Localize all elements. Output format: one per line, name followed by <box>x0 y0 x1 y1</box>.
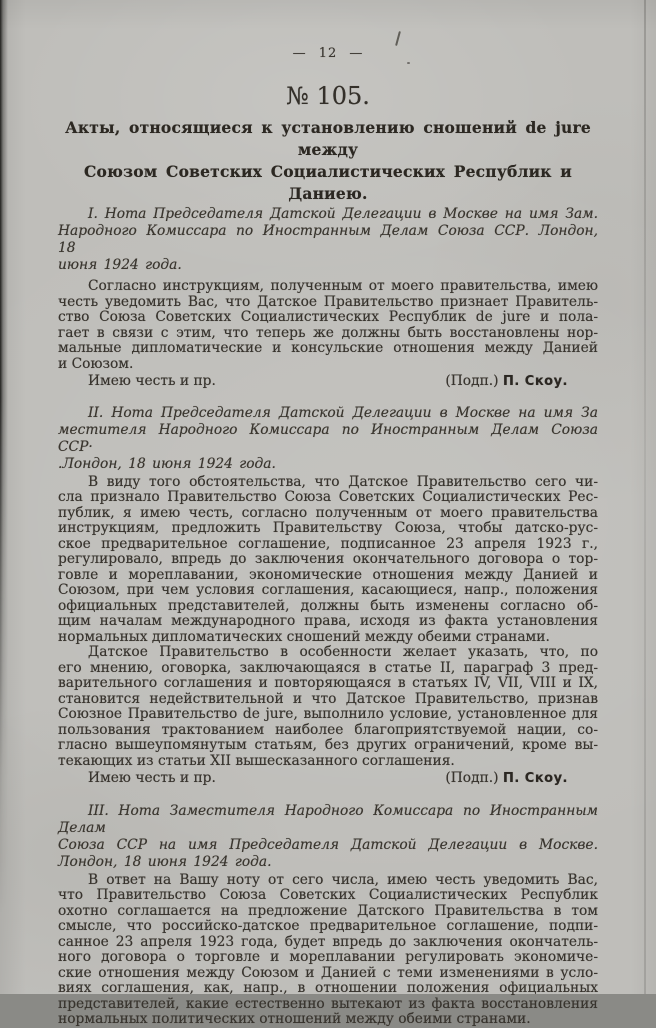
text-line: охотно соглашается на предложение Датского Правительства в том <box>58 902 598 919</box>
page-right-crease <box>644 0 646 994</box>
note-section-iii <box>58 803 598 1028</box>
text-line: Согласно инструкциям, полученным от моего правительства, имею <box>88 278 598 294</box>
text-line: становится недействительной и что Датское Правительство, признав <box>58 690 598 707</box>
text-line: честь уведомить Вас, что Датское Правительство признает Правитель- <box>58 293 598 310</box>
document-title-line: Союзом Советских Социалистических Республик и Даниею. <box>83 162 572 203</box>
note-heading <box>58 803 598 871</box>
text-line: сла признало Правительство Союза Советских Социалистических Рес- <box>58 489 598 505</box>
text-line: санное 23 апреля 1923 года, будет впредь до заключения окончатель- <box>58 933 598 950</box>
text-line: публик, я имею честь, согласно полученным от моего правительства <box>58 504 598 521</box>
document-title <box>58 117 598 205</box>
text-column <box>58 0 598 1028</box>
note-paragraph <box>58 475 598 646</box>
text-line: I. Нота Председателя Датской Делегации в Москве на имя Зам. <box>88 206 598 222</box>
text-line: текающих из статьи XII вышесказанного соглашения. <box>58 752 455 769</box>
text-line: III. Нота Заместителя Народного Комиссара по Иностранным Делам <box>58 802 598 836</box>
text-line: .Лондон, 18 июня 1924 года. <box>58 455 276 472</box>
signed-label: (Подп.) <box>445 770 499 786</box>
text-line: варительного соглашения и повторяющаяся в статьях IV, VII, VIII и IX, <box>58 675 598 691</box>
text-line: его мнению, оговорка, заключающаяся в статье II, параграф 3 пред- <box>58 659 598 676</box>
note-paragraph <box>58 279 598 372</box>
signature-block <box>445 374 598 390</box>
text-line: Датское Правительство в особенности желает указать, что, по <box>88 644 598 660</box>
text-line: пользования трактованием наиболее благоприятствуемой нации, со- <box>58 721 598 738</box>
text-line: Союза ССР на имя Председателя Датской Делегации в Москве. <box>58 836 598 853</box>
text-line: В ответ на Вашу ноту от сего числа, имею честь уведомить Вас, <box>88 871 598 888</box>
signature-block <box>445 771 598 787</box>
closing-phrase: Имею честь и пр. <box>88 770 216 786</box>
ink-dot <box>407 62 410 64</box>
text-line: щим началам международного права, исходя из факта установления <box>58 613 598 629</box>
text-line: июня 1924 года. <box>58 257 182 273</box>
text-line: и Союзом. <box>58 355 134 372</box>
text-line: гласно вышеупомянутым статьям, без других ограничений, кроме вы- <box>58 737 598 753</box>
text-line: Союзное Правительство de jure, выполнило условие, установленное для <box>58 706 598 722</box>
text-line: ские отношения между Союзом и Данией с теми изменениями в усло- <box>58 964 598 981</box>
text-line: II. Нота Председателя Датской Делегации в Москве на имя За <box>88 404 598 421</box>
document-title-line: Акты, относящиеся к установлению сношений de jure между <box>65 118 591 159</box>
page-number: — 12 — <box>292 46 364 61</box>
note-paragraph <box>58 873 598 1028</box>
text-line: мальные дипломатические и консульские отношения между Данией <box>58 340 598 356</box>
text-line: виях соглашения, как, напр., в отношении положения официальных <box>58 980 598 996</box>
text-line: ское предварительное соглашение, подписанное 23 апреля 1923 г., <box>58 535 598 552</box>
signature-name: П. Скоу. <box>502 771 568 786</box>
text-line: гает в связи с этим, что теперь же должны быть восстановлены нор- <box>58 324 598 341</box>
text-line: Лондон, 18 июня 1924 года. <box>58 853 272 870</box>
text-line: В виду того обстоятельства, что Датское Правительство сего чи- <box>88 473 598 490</box>
text-line: представителей, какие естественно вытекают из факта восстановления <box>58 995 598 1012</box>
document-number: № 105. <box>286 82 370 110</box>
note-section-ii <box>58 405 598 787</box>
text-line: что Правительство Союза Советских Социалистических Республик <box>58 887 598 903</box>
closing-line <box>58 374 598 390</box>
text-line: говле и мореплавании, экономические отношения между Данией и <box>58 566 598 583</box>
closing-line <box>58 771 598 787</box>
note-heading <box>58 405 598 473</box>
signature-name: П. Скоу. <box>502 374 568 389</box>
text-line: ного договора о торговле и мореплавании регулировать экономиче- <box>58 949 598 965</box>
text-line: нормальных политических отношений между обеими странами. <box>58 1011 531 1027</box>
text-line: нормальных дипломатических сношений между обеими странами. <box>58 628 550 645</box>
text-line: смысле, что российско-датское предварительное соглашение, подпи- <box>58 918 598 934</box>
text-line: инструкциям, предложить Правительству Союза, чтобы датско-рус- <box>58 520 598 536</box>
text-line: Союзом, при чем условия соглашения, касающиеся, напр., положения <box>58 582 598 598</box>
text-line: ство Союза Советских Социалистических Республик de jure и пола- <box>58 309 598 325</box>
page-left-edge-shadow <box>0 0 8 994</box>
signed-label: (Подп.) <box>445 373 499 389</box>
text-line: регулировало, впредь до заключения окончательного договора о тор- <box>58 551 598 567</box>
text-line: Народного Комиссара по Иностранным Делам Союза ССР. Лондон, 18 <box>58 223 598 256</box>
note-paragraph <box>58 645 598 769</box>
note-section-i <box>58 206 598 390</box>
note-heading <box>58 206 598 274</box>
text-line: официальных представителей, должны быть изменены согласно об- <box>58 597 598 614</box>
closing-phrase: Имею честь и пр. <box>88 373 216 389</box>
text-line: местителя Народного Комиссара по Иностранным Делам Союза ССР· <box>58 421 598 455</box>
